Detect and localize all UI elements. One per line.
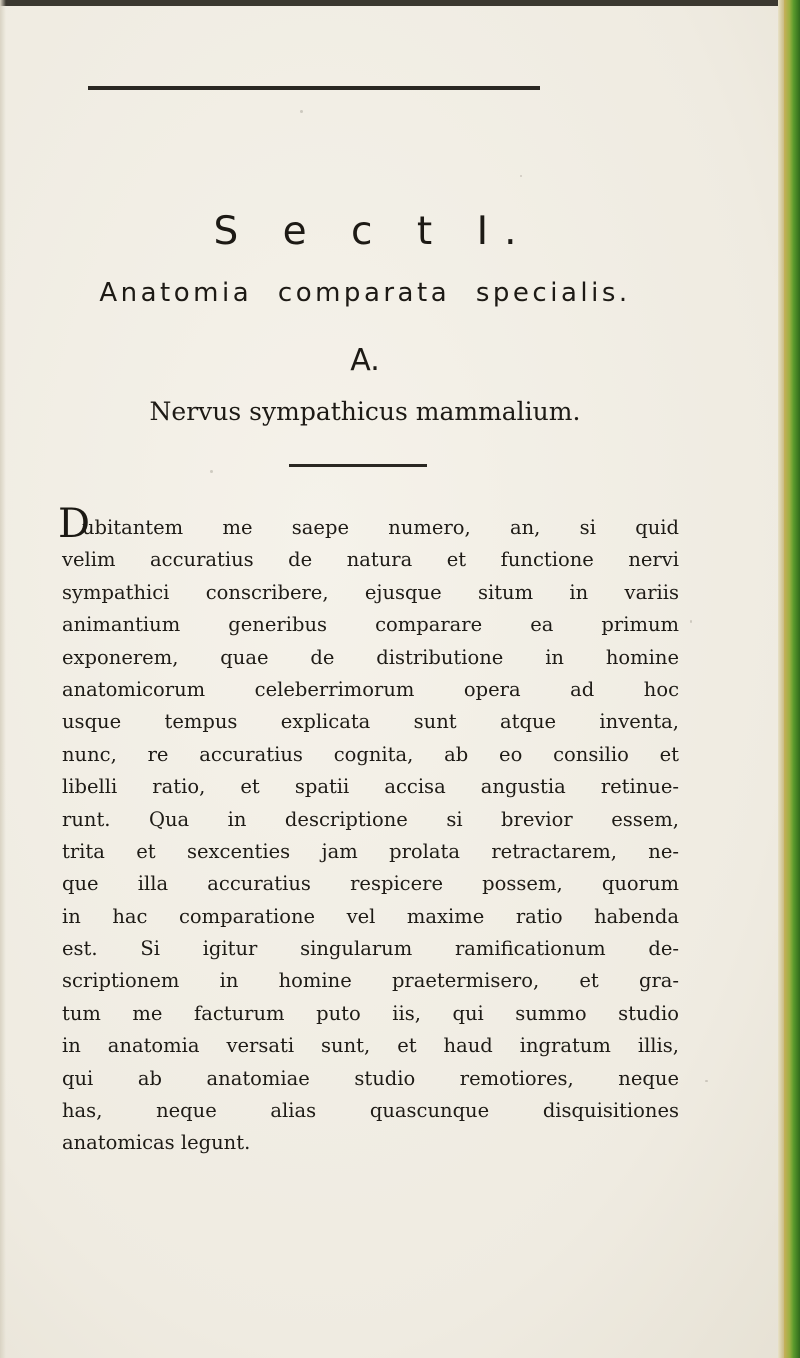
paragraph-line: qui ab anatomiae studio remotiores, neque	[62, 1066, 679, 1090]
first-line-text: ubitantem me saepe numero, an, si quid	[82, 516, 679, 539]
body-paragraph	[58, 501, 679, 1160]
paragraph-line: scriptionem in homine praetermisero, et gra-	[62, 969, 679, 993]
paragraph-line: sympathici conscribere, ejusque situm in variis	[62, 580, 679, 604]
paragraph-line: exponerem, quae de distributione in homine	[62, 645, 679, 669]
heading-divider-rule	[289, 464, 427, 467]
paper-speck	[300, 110, 303, 113]
paragraph-line: in anatomia versati sunt, et haud ingratum illis,	[62, 1034, 679, 1058]
subsection-heading: Nervus sympathicus mammalium.	[149, 397, 581, 426]
binding-shadow	[0, 0, 6, 1358]
paragraph-line: trita et sexcenties jam prolata retractarem, ne-	[62, 839, 679, 863]
paragraph-line	[58, 501, 679, 547]
paragraph-line: runt. Qua in descriptione si brevior essem,	[62, 807, 679, 831]
paragraph-line: in hac comparatione vel maxime ratio habenda	[62, 904, 679, 928]
paper-speck	[705, 1080, 708, 1082]
paragraph-line: libelli ratio, et spatii accisa angustia retinue-	[62, 775, 679, 799]
page-top-edge	[0, 0, 800, 6]
paragraph-line: anatomicorum celeberrimorum opera ad hoc	[62, 677, 679, 701]
drop-cap: D	[58, 501, 91, 547]
paragraph-line: anatomicas legunt.	[62, 1131, 251, 1155]
paragraph-line: animantium generibus comparare ea primum	[62, 613, 679, 637]
paragraph-line: nunc, re accuratius cognita, ab eo consilio et	[62, 742, 679, 766]
paper-speck	[690, 620, 692, 623]
section-subtitle: Anatomia comparata specialis.	[99, 278, 631, 308]
paragraph-line: usque tempus explicata sunt atque inventa,	[62, 710, 679, 734]
paragraph-line: tum me facturum puto iis, qui summo studio	[62, 1001, 679, 1025]
paragraph-line: que illa accuratius respicere possem, quorum	[62, 872, 679, 896]
subsection-letter: A.	[350, 343, 380, 378]
paragraph-line: est. Si igitur singularum ramificationum de-	[62, 937, 679, 961]
paragraph-line: velim accuratius de natura et functione nervi	[62, 548, 679, 572]
section-label: S e c t I.	[213, 209, 533, 254]
paper-speck	[210, 470, 213, 473]
top-divider-rule	[88, 86, 540, 90]
paragraph-line: has, neque alias quascunque disquisitiones	[62, 1099, 679, 1123]
book-cover-edge	[784, 0, 800, 1358]
paper-speck	[520, 175, 522, 177]
